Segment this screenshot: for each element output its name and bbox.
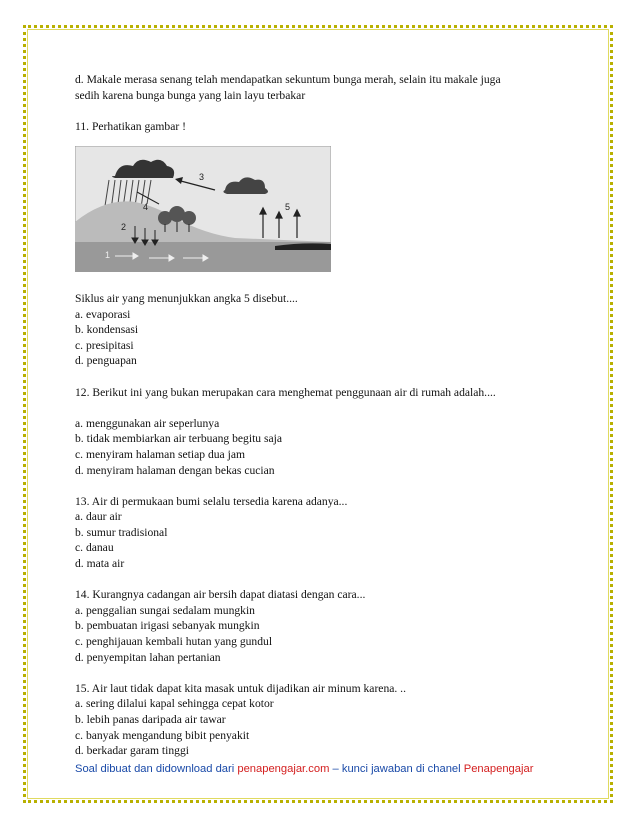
option-b: b. pembuatan irigasi sebanyak mungkin — [75, 619, 260, 633]
option-d: d. penguapan — [75, 354, 137, 368]
option-10d-line-2: sedih karena bunga bunga yang lain layu terbakar — [75, 88, 306, 102]
question-text: 14. Kurangnya cadangan air bersih dapat diatasi dengan cara... — [75, 588, 366, 602]
option-b: b. tidak membiarkan air terbuang begitu saja — [75, 432, 283, 446]
option-10d-line-1: d. Makale merasa senang telah mendapatkan sekuntum bunga merah, selain itu makale juga — [75, 73, 501, 86]
footer-text-2: – kunci jawaban di chanel — [329, 763, 464, 775]
water-cycle-figure — [75, 146, 331, 272]
question-block-12 — [75, 385, 575, 479]
figure-label-4: 4 — [143, 202, 149, 213]
page-footer — [75, 763, 575, 775]
option-b: b. kondensasi — [75, 323, 139, 337]
option-a: a. menggunakan air seperlunya — [75, 416, 220, 430]
footer-channel-name: Penapengajar — [463, 763, 534, 775]
question-text: Siklus air yang menunjukkan angka 5 disebut.... — [75, 291, 298, 305]
question-block-13 — [75, 494, 575, 572]
figure-label-5: 5 — [285, 202, 291, 213]
question-block-11 — [75, 291, 575, 369]
figure-label-1: 1 — [105, 250, 111, 261]
option-a: a. daur air — [75, 510, 122, 524]
question-block-15 — [75, 681, 575, 759]
option-d: d. menyiram halaman dengan bekas cucian — [75, 463, 275, 477]
footer-site-link[interactable]: penapengajar.com — [237, 763, 330, 775]
option-a: a. sering dilalui kapal sehingga cepat kotor — [75, 697, 274, 711]
worksheet-content — [75, 72, 575, 759]
figure-label-3: 3 — [199, 172, 205, 183]
option-c: c. danau — [75, 541, 114, 555]
question-11: 11. Perhatikan gambar ! — [75, 119, 186, 133]
option-a: a. penggalian sungai sedalam mungkin — [75, 603, 255, 617]
option-d: d. berkadar garam tinggi — [75, 744, 189, 758]
option-a: a. evaporasi — [75, 307, 131, 321]
option-c: c. presipitasi — [75, 338, 134, 352]
option-d: d. mata air — [75, 557, 125, 571]
footer-text-1: Soal dibuat dan didownload dari — [75, 763, 238, 775]
question-text: 12. Berikut ini yang bukan merupakan cara menghemat penggunaan air di rumah adalah.... — [75, 385, 496, 399]
option-d: d. penyempitan lahan pertanian — [75, 650, 221, 664]
option-c: c. penghijauan kembali hutan yang gundul — [75, 635, 273, 649]
option-b: b. lebih panas daripada air tawar — [75, 713, 226, 726]
option-c: c. menyiram halaman setiap dua jam — [75, 447, 245, 461]
figure-label-2: 2 — [121, 222, 127, 233]
option-b: b. sumur tradisional — [75, 525, 168, 539]
question-block-14 — [75, 587, 575, 665]
question-text: 13. Air di permukaan bumi selalu tersedia karena adanya... — [75, 494, 348, 508]
option-c: c. banyak mengandung bibit penyakit — [75, 728, 250, 742]
question-text: 15. Air laut tidak dapat kita masak untuk dijadikan air minum karena. .. — [75, 681, 406, 695]
